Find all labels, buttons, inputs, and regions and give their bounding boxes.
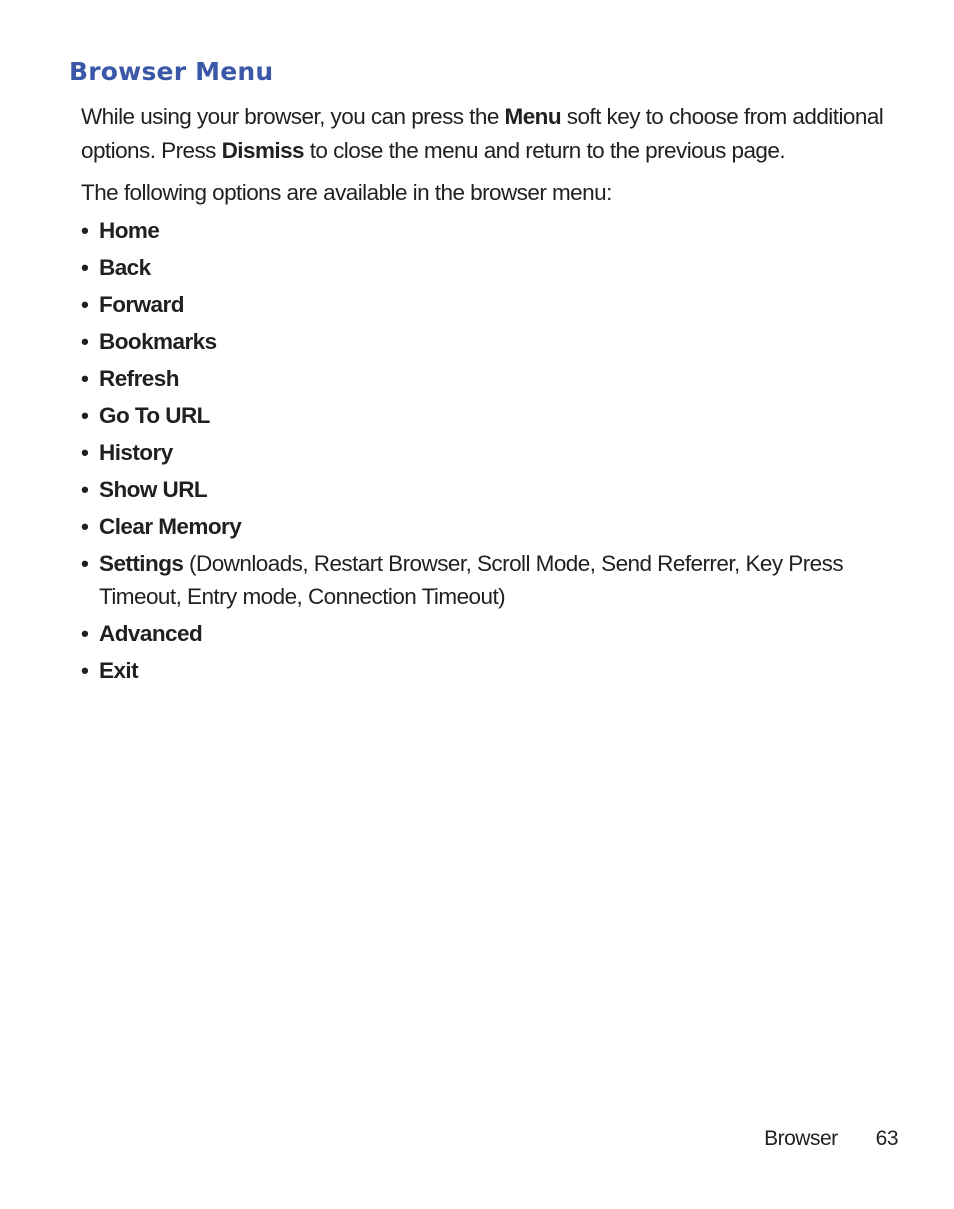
bullet: • (81, 658, 89, 683)
list-item (81, 362, 911, 395)
intro-text-2: soft key to choose from additional options. Press (81, 104, 884, 163)
option-label: History (99, 440, 173, 465)
bullet: • (81, 621, 89, 646)
list-item (81, 214, 911, 247)
page-heading: Browser Menu (69, 57, 274, 86)
option-label: Show URL (99, 477, 208, 502)
option-label: Back (99, 255, 151, 280)
bullet: • (81, 440, 89, 465)
page-number: 63 (875, 1127, 898, 1150)
browser-menu-options-list (81, 214, 911, 687)
option-label: Refresh (99, 366, 179, 391)
dismiss-key-label: Dismiss (221, 138, 305, 163)
option-label: Clear Memory (99, 514, 242, 539)
option-label: Exit (99, 658, 139, 683)
option-label: Home (99, 218, 160, 243)
intro-text-3: to close the menu and return to the previous page. (304, 138, 786, 163)
bullet: • (81, 366, 89, 391)
bullet: • (81, 292, 89, 317)
bullet: • (81, 329, 89, 354)
list-item (81, 473, 911, 506)
intro-text-1: While using your browser, you can press the (81, 104, 505, 129)
option-label: Forward (99, 292, 184, 317)
menu-key-label: Menu (504, 104, 562, 129)
page-footer (764, 1124, 898, 1154)
bullet: • (81, 255, 89, 280)
option-label: Go To URL (99, 403, 210, 428)
list-item (81, 399, 911, 432)
list-item (81, 436, 911, 469)
body-content (81, 100, 911, 691)
bullet: • (81, 551, 89, 576)
options-intro: The following options are available in the browser menu: (81, 180, 612, 205)
option-label: Settings (99, 551, 184, 576)
intro-paragraph (81, 100, 911, 168)
list-item (81, 325, 911, 358)
bullet: • (81, 514, 89, 539)
list-item (81, 617, 911, 650)
footer-section-name: Browser (764, 1127, 838, 1150)
list-item (81, 288, 911, 321)
bullet: • (81, 403, 89, 428)
list-item (81, 251, 911, 284)
option-label: Advanced (99, 621, 203, 646)
bullet: • (81, 477, 89, 502)
option-label: Bookmarks (99, 329, 217, 354)
bullet: • (81, 218, 89, 243)
list-item (81, 654, 911, 687)
list-item (81, 547, 911, 613)
option-detail: (Downloads, Restart Browser, Scroll Mode, Send Referrer, Key Press Timeout, Entry mode, Connection Timeout) (99, 551, 844, 609)
list-item (81, 510, 911, 543)
